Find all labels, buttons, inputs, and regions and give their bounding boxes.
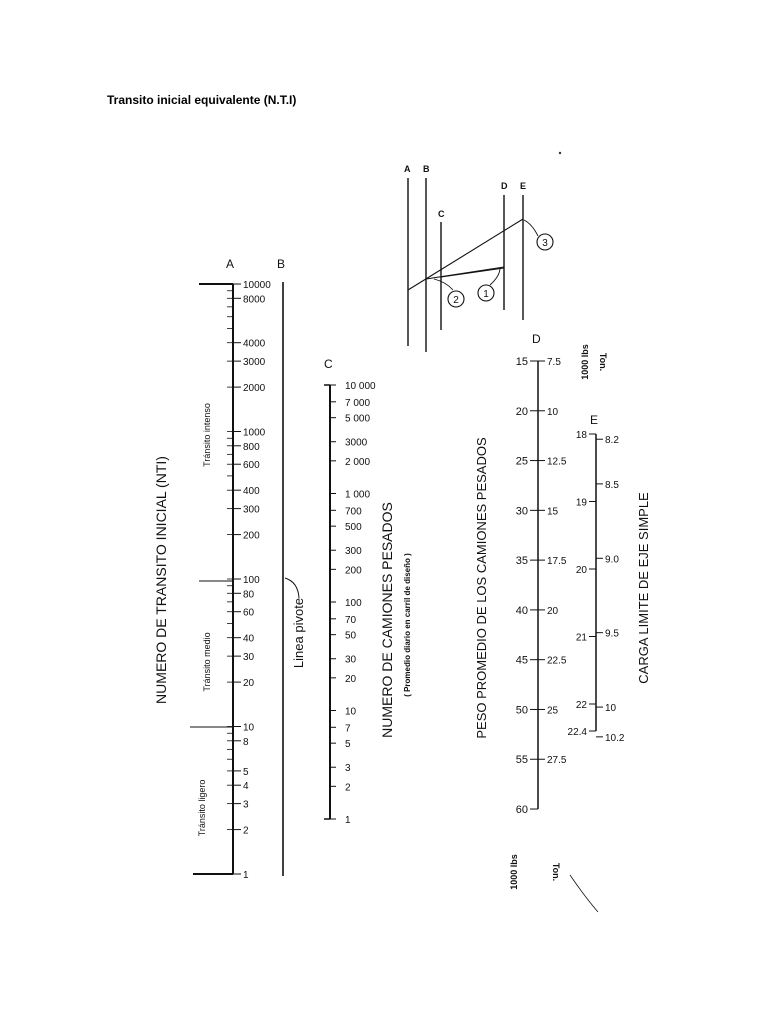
axis-d-tick-label-left: 35 — [515, 555, 528, 568]
axis-a-tick-label: 300 — [243, 504, 260, 516]
pivot-label: Linea pivote — [291, 597, 306, 669]
key-line-c-d — [441, 268, 504, 277]
axis-e-tick-label-left: 18 — [575, 430, 587, 441]
axis-a-tick-label: 1000 — [243, 427, 266, 439]
axis-a-tick-label: 10 — [243, 722, 255, 734]
axis-c-group — [324, 357, 412, 826]
key-circle-2-label: 2 — [453, 295, 459, 306]
range-label-medio: Tránsito medio — [202, 632, 212, 692]
axis-c-tick-label: 1 000 — [345, 489, 371, 501]
key-leader-2 — [434, 279, 453, 290]
axis-c-subtitle: ( Promedio diario en carril de diseño ) — [403, 553, 412, 697]
axis-c-tick-label: 5 — [345, 739, 351, 751]
axis-a-tick-label: 5 — [243, 766, 249, 778]
axis-a-tick-label: 600 — [243, 460, 260, 472]
key-circle-3-label: 3 — [542, 238, 548, 249]
axis-d-tick-label-right: 20 — [547, 605, 559, 617]
scan-dot — [559, 152, 561, 154]
axis-c-tick-label: 10 — [345, 706, 357, 718]
axis-d-tick-label-left: 50 — [515, 704, 528, 717]
axis-c-tick-label: 100 — [345, 598, 362, 609]
key-leader-1 — [490, 268, 500, 285]
axis-d-tick-label-right: 7.5 — [547, 357, 561, 368]
axis-c-tick-label: 7 000 — [345, 397, 371, 409]
axis-c-tick-label: 20 — [345, 673, 357, 685]
axis-d-title: PESO PROMEDIO DE LOS CAMIONES PESADOS — [474, 437, 489, 739]
axis-c-tick-label: 10 000 — [345, 381, 376, 392]
key-letter-e: E — [520, 181, 527, 191]
axis-d-tick-label-left: 20 — [515, 405, 528, 418]
axis-c-tick-label: 5 000 — [345, 413, 371, 425]
axis-d-tick-label-right: 22.5 — [547, 655, 567, 667]
axis-a-tick-label: 100 — [243, 575, 260, 586]
key-letter-d: D — [501, 181, 508, 191]
axis-c-ticks — [330, 381, 376, 826]
axis-e-tick-label-left: 21 — [575, 632, 587, 644]
axis-d-tick-label-right: 25 — [547, 705, 559, 717]
axis-c-tick-label: 2 000 — [345, 456, 371, 468]
axis-e-unit-ton: Ton. — [598, 352, 608, 372]
key-letter-b: B — [423, 164, 430, 174]
axis-e-tick-label-right: 10.2 — [605, 732, 625, 744]
axis-a-tick-label: 8 — [243, 736, 249, 748]
axis-d-tick-label-left: 40 — [515, 604, 528, 617]
axis-a-group — [153, 257, 271, 881]
axis-b-letter: B — [277, 257, 286, 271]
axis-a-tick-label: 30 — [243, 652, 255, 664]
axis-d-tick-label-right: 17.5 — [547, 556, 567, 568]
axis-a-tick-label: 10000 — [243, 280, 271, 291]
axis-d-tick-label-left: 15 — [515, 356, 528, 368]
axis-c-tick-label: 7 — [345, 723, 351, 735]
axis-a-tick-label: 200 — [243, 530, 260, 542]
axis-e-tick-label-right: 8.2 — [605, 435, 619, 447]
axis-d-tick-label-right: 15 — [547, 506, 559, 518]
axis-d-letter: D — [532, 332, 541, 346]
axis-e-tick-label-left: 20 — [575, 565, 587, 576]
axis-c-tick-label: 700 — [345, 506, 362, 518]
axis-c-tick-label: 30 — [345, 654, 357, 666]
axis-d-tick-label-left: 60 — [515, 804, 528, 817]
axis-d-group — [474, 332, 567, 890]
axis-d-tick-label-right: 12.5 — [547, 456, 567, 468]
axis-c-tick-label: 500 — [345, 522, 362, 534]
axis-a-tick-label: 4 — [243, 781, 249, 793]
axis-c-tick-label: 50 — [345, 630, 357, 642]
axis-e-letter: E — [590, 413, 599, 427]
axis-a-tick-label: 1 — [243, 870, 249, 881]
axis-c-tick-label: 200 — [345, 565, 362, 577]
axis-e-tick-label-left: 19 — [575, 497, 587, 509]
axis-e-title: CARGA LIMITE DE EJE SIMPLE — [636, 492, 651, 684]
range-label-ligero: Tránsito ligero — [197, 779, 207, 837]
axis-a-tick-label: 40 — [243, 633, 255, 645]
axis-d-tick-label-left: 30 — [515, 505, 528, 518]
axis-e-group — [568, 344, 651, 744]
axis-d-unit-ton: Ton. — [551, 862, 561, 882]
axis-b-group — [277, 257, 306, 876]
axis-a-tick-label: 80 — [243, 589, 255, 601]
axis-a-tick-label: 4000 — [243, 338, 266, 350]
axis-a-tick-label: 800 — [243, 441, 260, 453]
key-line-a-e — [408, 219, 523, 290]
axis-e-tick-label-left: 22.4 — [567, 727, 587, 738]
page-title: Transito inicial equivalente (N.T.I) — [107, 93, 297, 107]
axis-a-tick-label: 60 — [243, 607, 255, 619]
axis-d-tick-label-left: 55 — [515, 754, 528, 767]
axis-e-tick-label-right: 9.0 — [605, 554, 619, 566]
axis-c-letter: C — [324, 357, 333, 371]
axis-a-tick-label: 2000 — [243, 383, 266, 395]
axis-c-tick-label: 300 — [345, 546, 362, 558]
axis-e-tick-label-right: 9.5 — [605, 628, 619, 640]
axis-a-tick-label: 3 — [243, 799, 249, 811]
key-circle-1-label: 1 — [483, 289, 489, 300]
axis-e-tick-label-right: 8.5 — [605, 479, 619, 491]
axis-d-tick-label-left: 45 — [515, 654, 528, 667]
axis-c-tick-label: 3 — [345, 763, 351, 775]
key-diagram — [404, 164, 553, 352]
key-letter-c: C — [438, 209, 445, 219]
pivot-leader — [285, 578, 299, 598]
axis-d-tick-label-left: 25 — [515, 455, 528, 468]
axis-a-tick-label: 20 — [243, 678, 255, 690]
key-line-b-d — [426, 267, 504, 279]
key-letter-a: A — [404, 164, 411, 174]
axis-c-title: NUMERO DE CAMIONES PESADOS — [379, 502, 395, 738]
axis-a-tick-label: 3000 — [243, 357, 266, 369]
axis-c-tick-label: 3000 — [345, 437, 368, 449]
axis-c-tick-label: 2 — [345, 782, 351, 794]
range-label-intenso: Tránsito intenso — [202, 403, 212, 467]
axis-a-tick-label: 400 — [243, 486, 260, 498]
axis-e-tick-label-right: 10 — [605, 703, 617, 715]
axis-d-tick-label-right: 27.5 — [547, 755, 567, 767]
axis-e-unit-lbs: 1000 lbs — [580, 344, 590, 380]
axis-d-ticks — [516, 356, 567, 816]
axis-d-tick-label-right: 10 — [547, 406, 559, 418]
axis-a-letter: A — [226, 257, 235, 271]
scan-stroke — [570, 875, 598, 912]
axis-c-tick-label: 1 — [345, 815, 351, 826]
axis-e-tick-label-left: 22 — [575, 700, 587, 711]
axis-a-title: NUMERO DE TRANSITO INICIAL (NTI) — [153, 456, 169, 704]
key-leader-3 — [524, 220, 538, 236]
axis-a-tick-label: 2 — [243, 825, 249, 837]
axis-a-tick-label: 8000 — [243, 294, 266, 306]
axis-d-unit-lbs: 1000 lbs — [509, 854, 519, 890]
axis-c-tick-label: 70 — [345, 614, 357, 626]
